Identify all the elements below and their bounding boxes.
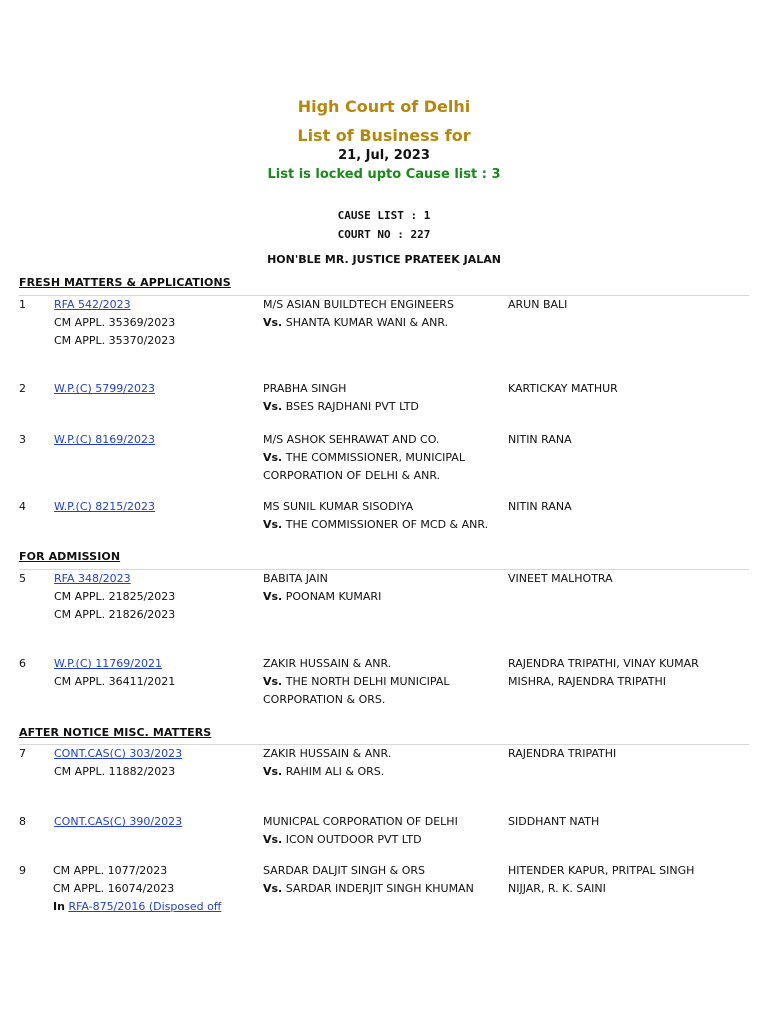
advocates <box>508 745 748 763</box>
case-link[interactable]: W.P.(C) 11769/2021 <box>54 657 162 670</box>
court-title: High Court of Delhi <box>297 97 471 116</box>
parties <box>263 813 503 849</box>
parties <box>263 570 503 606</box>
respondent: THE NORTH DELHI MUNICIPAL <box>285 675 450 688</box>
petitioner: M/S ASHOK SEHRAWAT AND CO. <box>263 433 440 446</box>
respondent: ICON OUTDOOR PVT LTD <box>285 833 422 846</box>
parties <box>263 380 503 416</box>
case-link[interactable]: CONT.CAS(C) 390/2023 <box>54 815 183 828</box>
parties <box>263 745 503 781</box>
sub-application: CM APPL. 36411/2021 <box>54 675 176 688</box>
case-numbers <box>54 570 254 624</box>
case-link[interactable]: RFA 348/2023 <box>54 572 131 585</box>
advocates <box>508 431 748 449</box>
section-title-after-notice: AFTER NOTICE MISC. MATTERS <box>19 726 212 739</box>
advocate: NITIN RANA <box>508 433 572 446</box>
item-number: 5 <box>19 572 26 585</box>
parent-case-link[interactable]: RFA-875/2016 (Disposed off <box>68 900 222 913</box>
respondent: POONAM KUMARI <box>285 590 382 603</box>
case-numbers <box>54 380 254 398</box>
case-numbers <box>54 498 254 516</box>
advocates <box>508 813 748 831</box>
advocates <box>508 655 748 691</box>
respondent-continued: CORPORATION & ORS. <box>263 693 386 706</box>
case-numbers <box>54 813 254 831</box>
case-link[interactable]: RFA 542/2023 <box>54 298 131 311</box>
case-numbers <box>54 745 254 781</box>
advocate-continued: MISHRA, RAJENDRA TRIPATHI <box>508 675 666 688</box>
versus-label: Vs. <box>263 765 283 778</box>
versus-label: Vs. <box>263 675 283 688</box>
sub-application: CM APPL. 21825/2023 <box>54 590 176 603</box>
versus-label: Vs. <box>263 590 283 603</box>
respondent: THE COMMISSIONER OF MCD & ANR. <box>285 518 489 531</box>
advocates <box>508 570 748 588</box>
list-title: List of Business for <box>297 126 471 145</box>
sub-application: CM APPL. 16074/2023 <box>53 882 175 895</box>
versus-label: Vs. <box>263 451 283 464</box>
parties <box>263 431 503 485</box>
case-numbers <box>54 655 254 691</box>
case-numbers <box>54 296 254 350</box>
sub-application: CM APPL. 35369/2023 <box>54 316 176 329</box>
petitioner: PRABHA SINGH <box>263 382 347 395</box>
parties <box>263 655 503 709</box>
petitioner: MUNICPAL CORPORATION OF DELHI <box>263 815 458 828</box>
cause-list-number: CAUSE LIST : 1 <box>337 209 431 222</box>
advocates <box>508 498 748 516</box>
respondent: SARDAR INDERJIT SINGH KHUMAN <box>285 882 474 895</box>
petitioner: ZAKIR HUSSAIN & ANR. <box>263 747 392 760</box>
advocates <box>508 862 748 898</box>
parties <box>263 498 503 534</box>
sub-application: CM APPL. 1077/2023 <box>53 864 168 877</box>
case-link[interactable]: CONT.CAS(C) 303/2023 <box>54 747 183 760</box>
item-number: 4 <box>19 500 26 513</box>
petitioner: M/S ASIAN BUILDTECH ENGINEERS <box>263 298 454 311</box>
petitioner: BABITA JAIN <box>263 572 328 585</box>
sub-application: CM APPL. 21826/2023 <box>54 608 176 621</box>
advocate: RAJENDRA TRIPATHI <box>508 747 617 760</box>
section-title-fresh-matters: FRESH MATTERS & APPLICATIONS <box>19 276 231 289</box>
respondent: BSES RAJDHANI PVT LTD <box>285 400 419 413</box>
item-number: 3 <box>19 433 26 446</box>
advocate: NITIN RANA <box>508 500 572 513</box>
item-number: 7 <box>19 747 26 760</box>
advocates <box>508 296 748 314</box>
list-date: 21, Jul, 2023 <box>338 148 430 163</box>
advocate: RAJENDRA TRIPATHI, VINAY KUMAR <box>508 657 699 670</box>
case-link[interactable]: W.P.(C) 8215/2023 <box>54 500 155 513</box>
case-numbers <box>54 431 254 449</box>
advocate: VINEET MALHOTRA <box>508 572 613 585</box>
advocate-continued: NIJJAR, R. K. SAINI <box>508 882 606 895</box>
advocate: KARTICKAY MATHUR <box>508 382 618 395</box>
respondent: RAHIM ALI & ORS. <box>285 765 385 778</box>
versus-label: Vs. <box>263 518 283 531</box>
case-numbers <box>53 862 253 916</box>
versus-label: Vs. <box>263 882 283 895</box>
parties <box>263 296 503 332</box>
item-number: 9 <box>19 864 26 877</box>
petitioner: MS SUNIL KUMAR SISODIYA <box>263 500 414 513</box>
case-link[interactable]: W.P.(C) 5799/2023 <box>54 382 155 395</box>
advocate: SIDDHANT NATH <box>508 815 600 828</box>
respondent: THE COMMISSIONER, MUNICIPAL <box>285 451 465 464</box>
respondent: SHANTA KUMAR WANI & ANR. <box>285 316 449 329</box>
sub-application: CM APPL. 35370/2023 <box>54 334 176 347</box>
petitioner: ZAKIR HUSSAIN & ANR. <box>263 657 392 670</box>
respondent-continued: CORPORATION OF DELHI & ANR. <box>263 469 441 482</box>
in-prefix-label: In <box>53 900 65 913</box>
item-number: 6 <box>19 657 26 670</box>
versus-label: Vs. <box>263 833 283 846</box>
locked-notice: List is locked upto Cause list : 3 <box>267 167 501 182</box>
advocate: ARUN BALI <box>508 298 568 311</box>
advocates <box>508 380 748 398</box>
item-number: 2 <box>19 382 26 395</box>
advocate: HITENDER KAPUR, PRITPAL SINGH <box>508 864 695 877</box>
judge-name: HON'BLE MR. JUSTICE PRATEEK JALAN <box>267 253 501 266</box>
court-number: COURT NO : 227 <box>337 228 431 241</box>
versus-label: Vs. <box>263 316 283 329</box>
parties <box>263 862 503 898</box>
petitioner: SARDAR DALJIT SINGH & ORS <box>263 864 426 877</box>
item-number: 1 <box>19 298 26 311</box>
case-link[interactable]: W.P.(C) 8169/2023 <box>54 433 155 446</box>
sub-application: CM APPL. 11882/2023 <box>54 765 176 778</box>
item-number: 8 <box>19 815 26 828</box>
versus-label: Vs. <box>263 400 283 413</box>
section-title-for-admission: FOR ADMISSION <box>19 550 121 563</box>
